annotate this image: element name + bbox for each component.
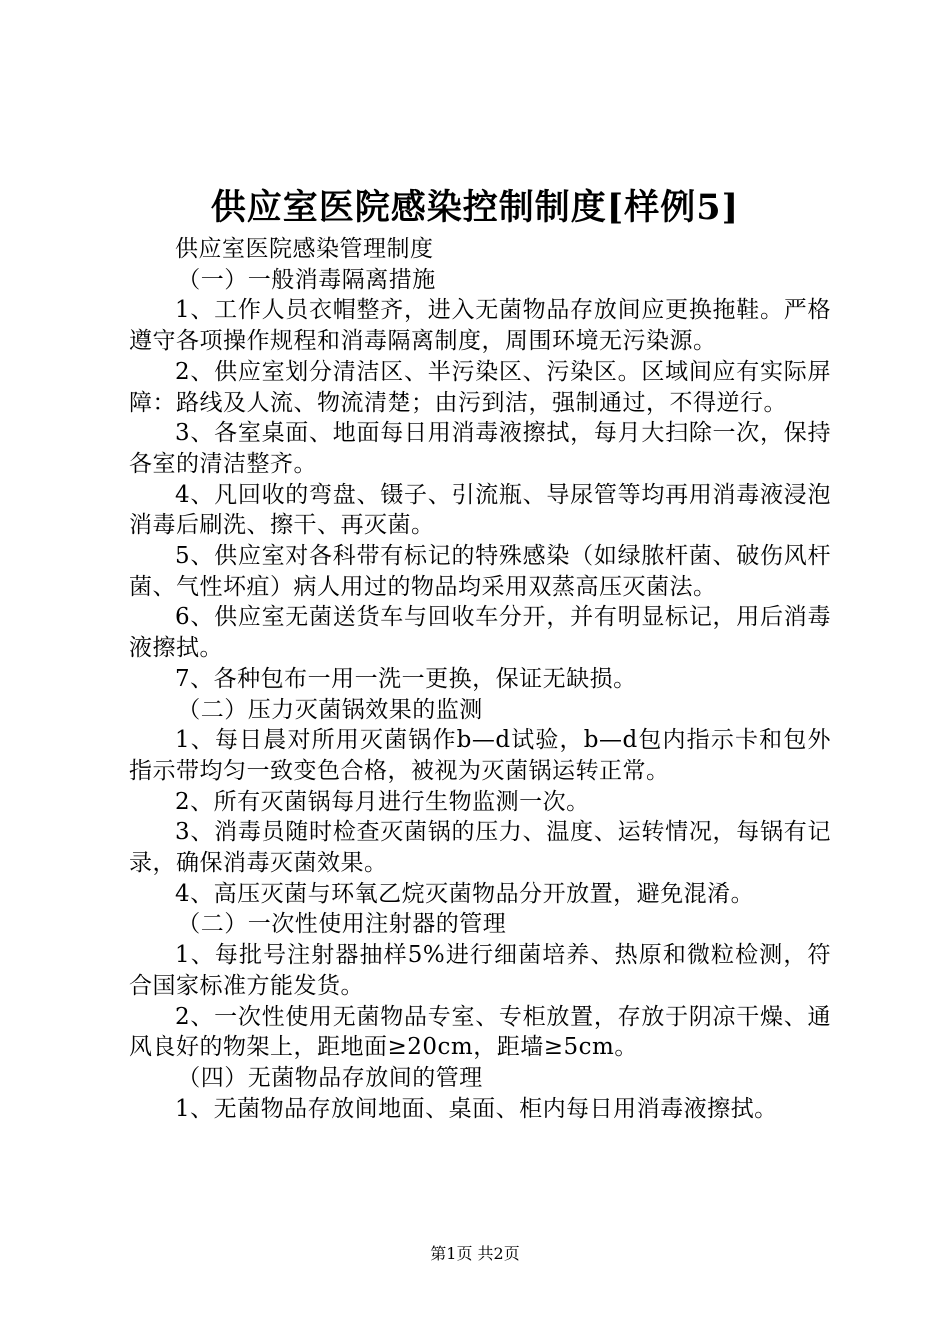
paragraph: 7、各种包布一用一洗一更换，保证无缺损。 — [175, 665, 637, 692]
paragraph: 2、供应室划分清洁区、半污染区、污染区。区域间应有实际屏障：路线及人流、物流清楚；由污到洁，强制通过，不得逆行。 — [129, 358, 831, 416]
paragraph: 1、工作人员衣帽整齐，进入无菌物品存放间应更换拖鞋。严格遵守各项操作规程和消毒隔离制度，周围环境无污染源。 — [129, 297, 831, 355]
document-body — [129, 234, 831, 1124]
paragraph: 2、一次性使用无菌物品专室、专柜放置，存放于阴凉干燥、通风良好的物架上，距地面≥20cm，距墙≥5cm。 — [129, 1003, 831, 1061]
paragraph: 2、所有灭菌锅每月进行生物监测一次。 — [175, 788, 590, 815]
document-title: 供应室医院感染控制制度[样例5] — [210, 187, 740, 228]
paragraph: 4、高压灭菌与环氧乙烷灭菌物品分开放置，避免混淆。 — [175, 880, 755, 907]
paragraph: 6、供应室无菌送货车与回收车分开，并有明显标记，用后消毒液擦拭。 — [129, 604, 831, 662]
page-footer: 第1页 共2页 — [430, 1244, 520, 1263]
paragraph: 3、消毒员随时检查灭菌锅的压力、温度、运转情况，每锅有记录，确保消毒灭菌效果。 — [129, 819, 831, 877]
paragraph: 1、每日晨对所用灭菌锅作b—d试验，b—d包内指示卡和包外指示带均匀一致变色合格，被视为灭菌锅运转正常。 — [129, 727, 831, 784]
paragraph: 3、各室桌面、地面每日用消毒液擦拭，每月大扫除一次，保持各室的清洁整齐。 — [129, 420, 831, 477]
paragraph: 5、供应室对各科带有标记的特殊感染（如绿脓杆菌、破伤风杆菌、气性坏疽）病人用过的物品均采用双蒸高压灭菌法。 — [129, 543, 831, 600]
paragraph: 1、每批号注射器抽样5%进行细菌培养、热原和微粒检测，符合国家标准方能发货。 — [129, 942, 831, 999]
paragraph: 4、凡回收的弯盘、镊子、引流瓶、导尿管等均再用消毒液浸泡消毒后刷洗、擦干、再灭菌。 — [129, 481, 831, 539]
paragraph-subtitle: 供应室医院感染管理制度 — [175, 236, 434, 262]
section-heading-3: （二）一次性使用注射器的管理 — [177, 911, 507, 938]
section-heading-4: （四）无菌物品存放间的管理 — [177, 1064, 483, 1091]
paragraph: 1、无菌物品存放间地面、桌面、柜内每日用消毒液擦拭。 — [175, 1095, 778, 1122]
section-heading-1: （一）一般消毒隔离措施 — [177, 266, 436, 293]
section-heading-2: （二）压力灭菌锅效果的监测 — [177, 696, 483, 723]
